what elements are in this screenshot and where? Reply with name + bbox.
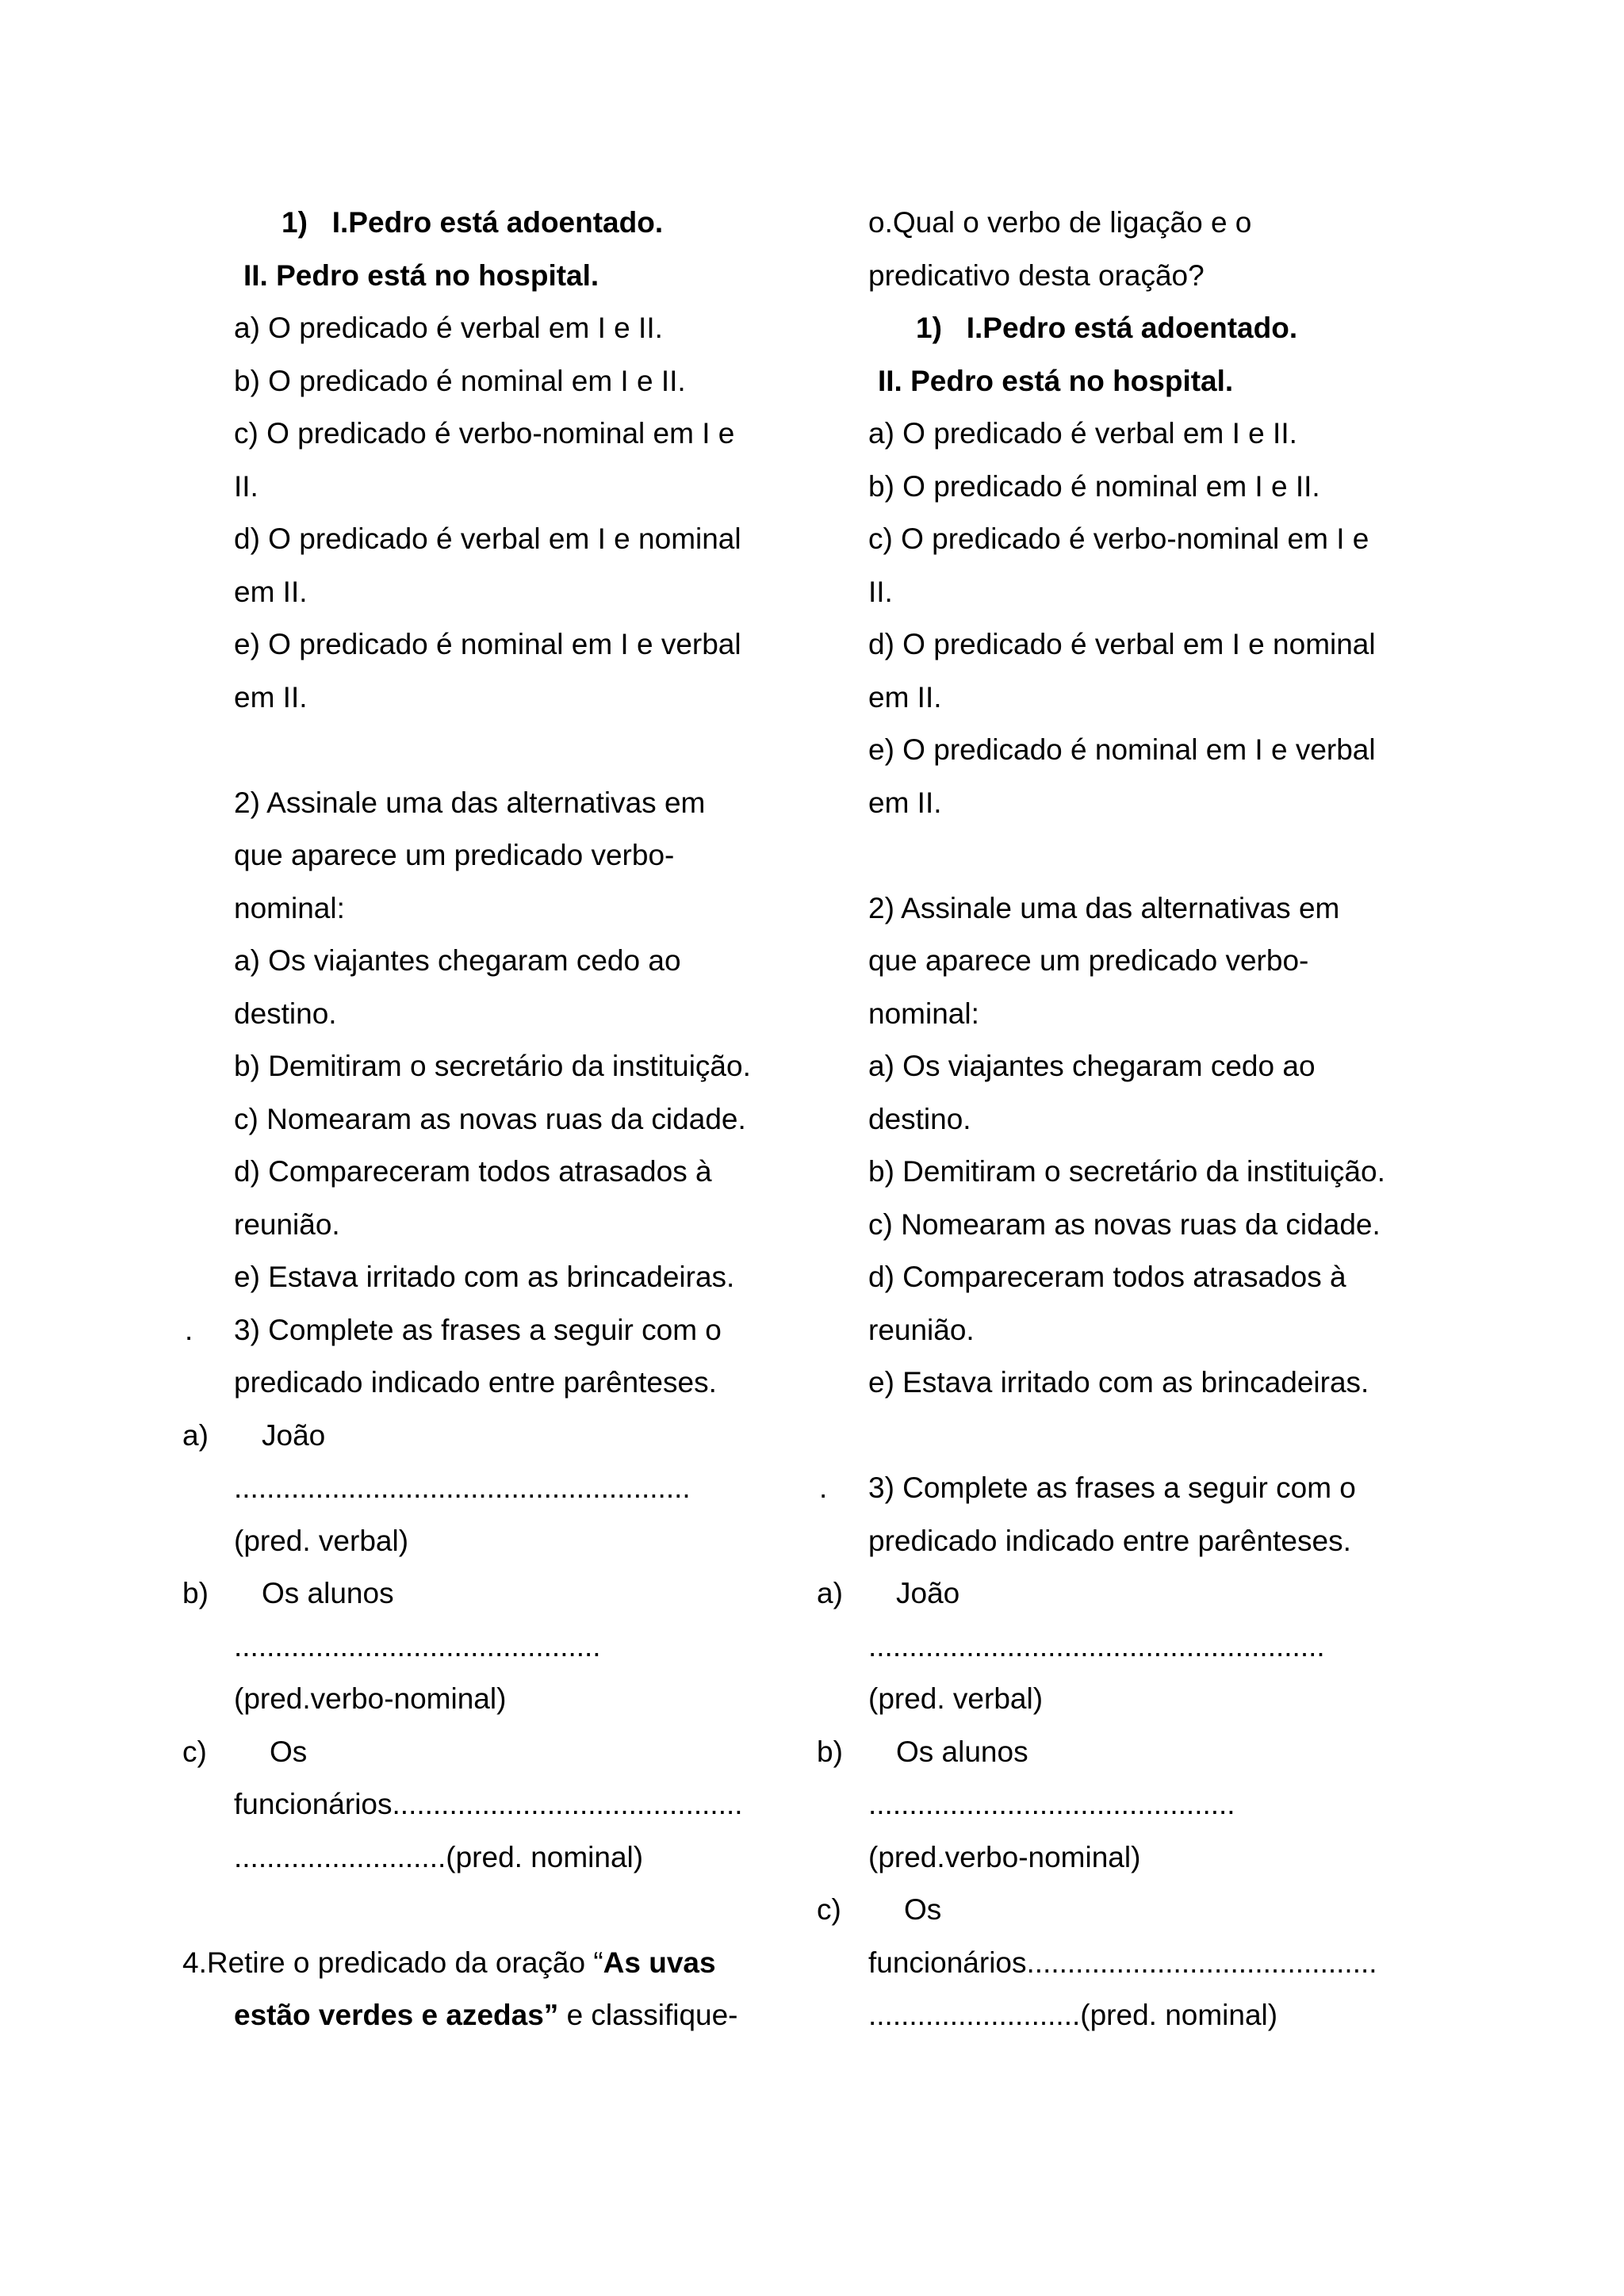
q3-item-b-label: Os alunos <box>262 1577 394 1609</box>
q2-option-a: a) Os viajantes chegaram cedo ao <box>868 1050 1316 1082</box>
q1-option-c: c) O predicado é verbo-nominal em I e <box>234 417 735 450</box>
q3-item-c-marker: c) <box>817 1893 841 1926</box>
q1-option-e: e) O predicado é nominal em I e verbal <box>868 733 1376 766</box>
q3-item-b-marker: b) <box>182 1577 209 1609</box>
q1-heading <box>868 302 1423 355</box>
q3-item-c-hint: ..........................(pred. nominal) <box>868 1999 1278 2031</box>
q1-option-e-cont: em II. <box>234 680 308 714</box>
q3-item-c <box>182 1726 789 1779</box>
q2-option-b: b) Demitiram o secretário da instituição. <box>868 1155 1385 1188</box>
q3-item-c-label: Os <box>904 1893 942 1926</box>
q1-option-e: e) O predicado é nominal em I e verbal <box>234 628 741 660</box>
q3-line-2: predicado indicado entre parênteses. <box>868 1524 1351 1557</box>
q3-line-2: predicado indicado entre parênteses. <box>234 1366 717 1399</box>
q1-option-a: a) O predicado é verbal em I e II. <box>234 312 663 344</box>
q1-option-d: d) O predicado é verbal em I e nominal <box>234 522 741 555</box>
q3-item-a <box>817 1567 1423 1621</box>
q3-item-c-blank[interactable]: funcionários........................................... <box>234 1788 743 1820</box>
q1-sentence-2: II. Pedro está no hospital. <box>243 258 599 292</box>
q2-line: que aparece um predicado verbo- <box>234 839 675 871</box>
q1-option-d-cont: em II. <box>868 680 942 714</box>
q1-option-d-cont: em II. <box>234 575 308 608</box>
q2-option-c: c) Nomearam as novas ruas da cidade. <box>234 1102 746 1135</box>
q2-option-e: e) Estava irritado com as brincadeiras. <box>234 1261 735 1293</box>
q1-option-d: d) O predicado é verbal em I e nominal <box>868 628 1376 660</box>
q3-line-1-text: 3) Complete as frases a seguir com o <box>234 1313 722 1346</box>
q3-item-b-label: Os alunos <box>896 1735 1028 1768</box>
q1-heading-num: 1) <box>282 206 308 239</box>
q1-option-c: c) O predicado é verbo-nominal em I e <box>868 522 1369 555</box>
q1-heading <box>234 197 789 250</box>
q1-option-a: a) O predicado é verbal em I e II. <box>868 417 1297 450</box>
q3-item-b-blank[interactable]: ............................................. <box>868 1788 1235 1820</box>
right-column <box>817 197 1423 2042</box>
q3-item-a-blank[interactable]: ........................................................ <box>868 1629 1325 1663</box>
q1-option-c-cont: II. <box>868 575 893 608</box>
q4-bold-2: estão verdes e azedas” <box>234 1999 559 2031</box>
q4-prefix: 4.Retire o predicado da oração “ <box>182 1946 603 1979</box>
q1-heading-num: 1) <box>916 312 942 344</box>
q1-option-b: b) O predicado é nominal em I e II. <box>868 469 1320 503</box>
q3-item-b-blank[interactable]: ............................................. <box>234 1629 601 1663</box>
q3-item-b-hint: (pred.verbo-nominal) <box>234 1682 507 1715</box>
q2-line: 2) Assinale uma das alternativas em <box>868 891 1340 924</box>
q3-line-1 <box>185 1304 789 1357</box>
q3-item-a-label: João <box>262 1418 326 1452</box>
q3-item-c-blank[interactable]: funcionários........................................... <box>868 1946 1377 1979</box>
q1-sentence-1: I.Pedro está adoentado. <box>331 206 664 239</box>
q3-line-1-text: 3) Complete as frases a seguir com o <box>868 1471 1356 1504</box>
spacer <box>234 1884 789 1937</box>
q3-item-a-blank[interactable]: ........................................................ <box>234 1471 691 1504</box>
q4-line-1 <box>182 1937 789 1990</box>
q4-cont-line-1: o.Qual o verbo de ligação e o <box>868 206 1252 239</box>
spacer <box>868 1410 1423 1463</box>
q3-item-a-marker: a) <box>182 1418 209 1452</box>
q1-sentence-2: II. Pedro está no hospital. <box>878 364 1234 397</box>
q3-item-c <box>817 1884 1423 1937</box>
q3-item-a-label: João <box>896 1577 960 1609</box>
q3-item-a-hint: (pred. verbal) <box>234 1524 409 1557</box>
spacer <box>234 724 789 777</box>
q2-line: que aparece um predicado verbo- <box>868 944 1309 977</box>
q3-item-b-hint: (pred.verbo-nominal) <box>868 1840 1141 1873</box>
q3-item-c-label: Os <box>270 1735 308 1768</box>
q3-line-1 <box>819 1462 1423 1515</box>
q2-option-a-cont: destino. <box>868 1102 971 1135</box>
q1-option-c-cont: II. <box>234 469 259 503</box>
q4-cont-line-2: predicativo desta oração? <box>868 258 1205 292</box>
q3-bullet: . <box>185 1313 193 1346</box>
q4-bold-1: As uvas <box>603 1946 716 1979</box>
q2-line: nominal: <box>234 891 345 924</box>
q1-sentence-1: I.Pedro está adoentado. <box>966 312 1298 344</box>
q2-option-d-cont: reunião. <box>868 1313 975 1346</box>
q2-option-a: a) Os viajantes chegaram cedo ao <box>234 944 681 977</box>
q3-item-c-hint: ..........................(pred. nominal) <box>234 1840 644 1873</box>
q2-option-a-cont: destino. <box>234 997 337 1030</box>
q4-suffix: e classifique- <box>558 1999 738 2031</box>
q1-option-e-cont: em II. <box>868 786 942 819</box>
q3-bullet: . <box>819 1471 828 1504</box>
q2-option-d: d) Compareceram todos atrasados à <box>868 1261 1346 1293</box>
q2-line: nominal: <box>868 997 979 1030</box>
q3-item-a <box>182 1410 789 1463</box>
left-column <box>182 197 789 2042</box>
q2-option-c: c) Nomearam as novas ruas da cidade. <box>868 1207 1381 1241</box>
q3-item-b <box>817 1726 1423 1779</box>
q2-option-e: e) Estava irritado com as brincadeiras. <box>868 1366 1369 1399</box>
spacer <box>868 829 1423 882</box>
q1-option-b: b) O predicado é nominal em I e II. <box>234 364 686 397</box>
q3-item-a-marker: a) <box>817 1577 843 1609</box>
q3-item-b <box>182 1567 789 1621</box>
q3-item-a-hint: (pred. verbal) <box>868 1682 1044 1715</box>
q3-item-c-marker: c) <box>182 1735 207 1768</box>
q2-option-d: d) Compareceram todos atrasados à <box>234 1155 712 1188</box>
q2-option-b: b) Demitiram o secretário da instituição. <box>234 1050 751 1082</box>
q3-item-b-marker: b) <box>817 1735 843 1768</box>
q4-line-2 <box>234 1989 789 2042</box>
q2-line: 2) Assinale uma das alternativas em <box>234 786 706 819</box>
q2-option-d-cont: reunião. <box>234 1207 340 1241</box>
